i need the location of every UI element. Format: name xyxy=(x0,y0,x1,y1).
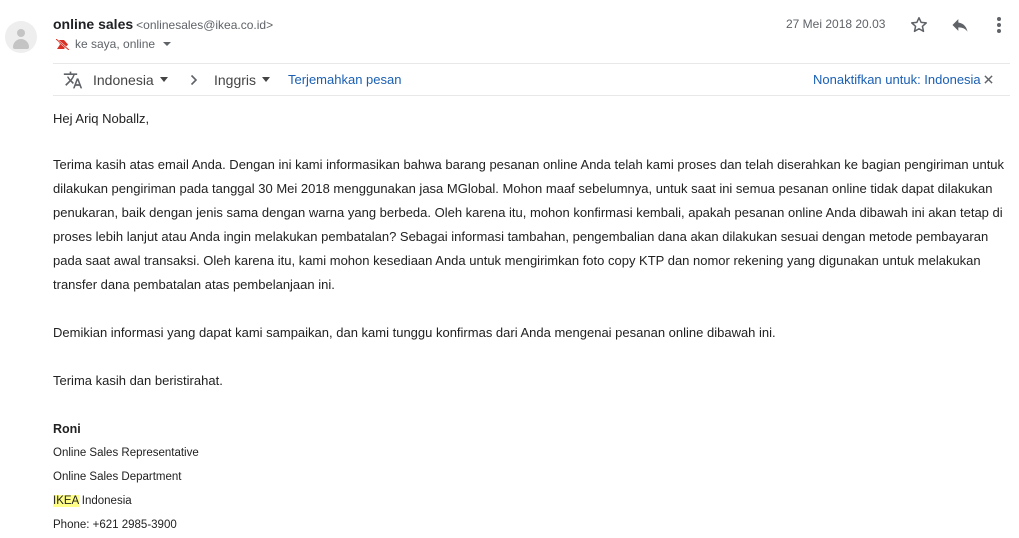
message-paragraph-1: Terima kasih atas email Anda. Dengan ini kami informasikan bahwa barang pesanan online Anda telah kami proses dan telah diserahkan ke bagian pengiriman untuk dilakukan pengiriman pada tanggal 30 Mei 2018 menggunakan jasa MGlobal. Mohon maaf sebelumnya, untuk saat ini semua pesanan online tidak dapat dilakukan penukaran, baik dengan jenis sama dengan warna yang berbeda. Oleh karena itu, mohon konfirmasi kembali, apakah pesanan online Anda dibawah ini akan tetap di proses lebih lanjut atau Anda ingin melakukan pembatalan? Sebagai informasi tambahan, pengembalian dana akan dilakukan sesuai dengan metode pembayaran pada saat awal transaksi. Oleh karena itu, kami mohon kesediaan Anda untuk mengirimkan foto copy KTP dan nomor rekening yang digunakan untuk melakukan transfer dana pembatalan atas pembelanjaan ini. xyxy=(53,157,1005,292)
avatar-shoulders-shape xyxy=(13,39,29,49)
message-greeting: Hej Ariq Noballz, xyxy=(53,111,150,126)
message-paragraph-2: Demikian informasi yang dapat kami sampaikan, dan kami tunggu konfirmas dari Anda mengenai pesanan online dibawah ini. xyxy=(53,325,776,340)
more-vert-icon xyxy=(996,16,1002,34)
message-date: 27 Mei 2018 20.03 xyxy=(786,17,886,31)
sender-avatar[interactable] xyxy=(5,21,37,53)
recipients-details-chevron-icon[interactable] xyxy=(163,42,171,46)
chevron-right-icon xyxy=(189,74,199,86)
sender-name[interactable]: online sales xyxy=(53,16,134,32)
close-translate-bar-button[interactable] xyxy=(984,64,993,95)
sender-line xyxy=(53,16,273,32)
target-language-caret-icon xyxy=(262,77,270,82)
translate-icon-wrap xyxy=(63,64,83,95)
translate-message-link[interactable]: Terjemahkan pesan xyxy=(288,72,402,87)
signature-company xyxy=(53,489,1013,513)
source-language-dropdown[interactable] xyxy=(93,64,168,95)
target-language-dropdown[interactable] xyxy=(214,64,270,95)
reply-icon xyxy=(950,15,970,35)
star-button[interactable] xyxy=(906,13,932,37)
more-options-button[interactable] xyxy=(988,13,1010,37)
signature-name: Roni xyxy=(53,422,81,436)
sender-email: <onlinesales@ikea.co.id> xyxy=(136,18,274,32)
avatar-head-shape xyxy=(17,29,25,37)
reply-button[interactable] xyxy=(946,13,974,37)
source-language-caret-icon xyxy=(160,77,168,82)
signature-department: Online Sales Department xyxy=(53,471,182,483)
signature-company-highlight: IKEA xyxy=(53,495,79,507)
recipients-label: ke saya, online xyxy=(75,37,156,51)
disable-translation-link[interactable]: Nonaktifkan untuk: Indonesia xyxy=(813,72,981,87)
close-icon xyxy=(984,75,993,84)
signature-title: Online Sales Representative xyxy=(53,447,199,459)
translate-icon xyxy=(63,70,83,90)
recipients-line[interactable] xyxy=(56,37,171,51)
important-marker-icon[interactable] xyxy=(56,39,69,50)
source-language-label: Indonesia xyxy=(93,71,154,88)
language-arrow-wrap xyxy=(189,64,199,95)
star-icon xyxy=(909,15,929,35)
target-language-label: Inggris xyxy=(214,71,257,88)
translate-bar xyxy=(53,63,1010,96)
message-closing: Terima kasih dan beristirahat. xyxy=(53,373,223,388)
signature-company-rest: Indonesia xyxy=(78,495,132,507)
signature-block xyxy=(53,417,1013,537)
signature-phone: Phone: +621 2985-3900 xyxy=(53,519,177,531)
message-body xyxy=(53,110,1013,537)
